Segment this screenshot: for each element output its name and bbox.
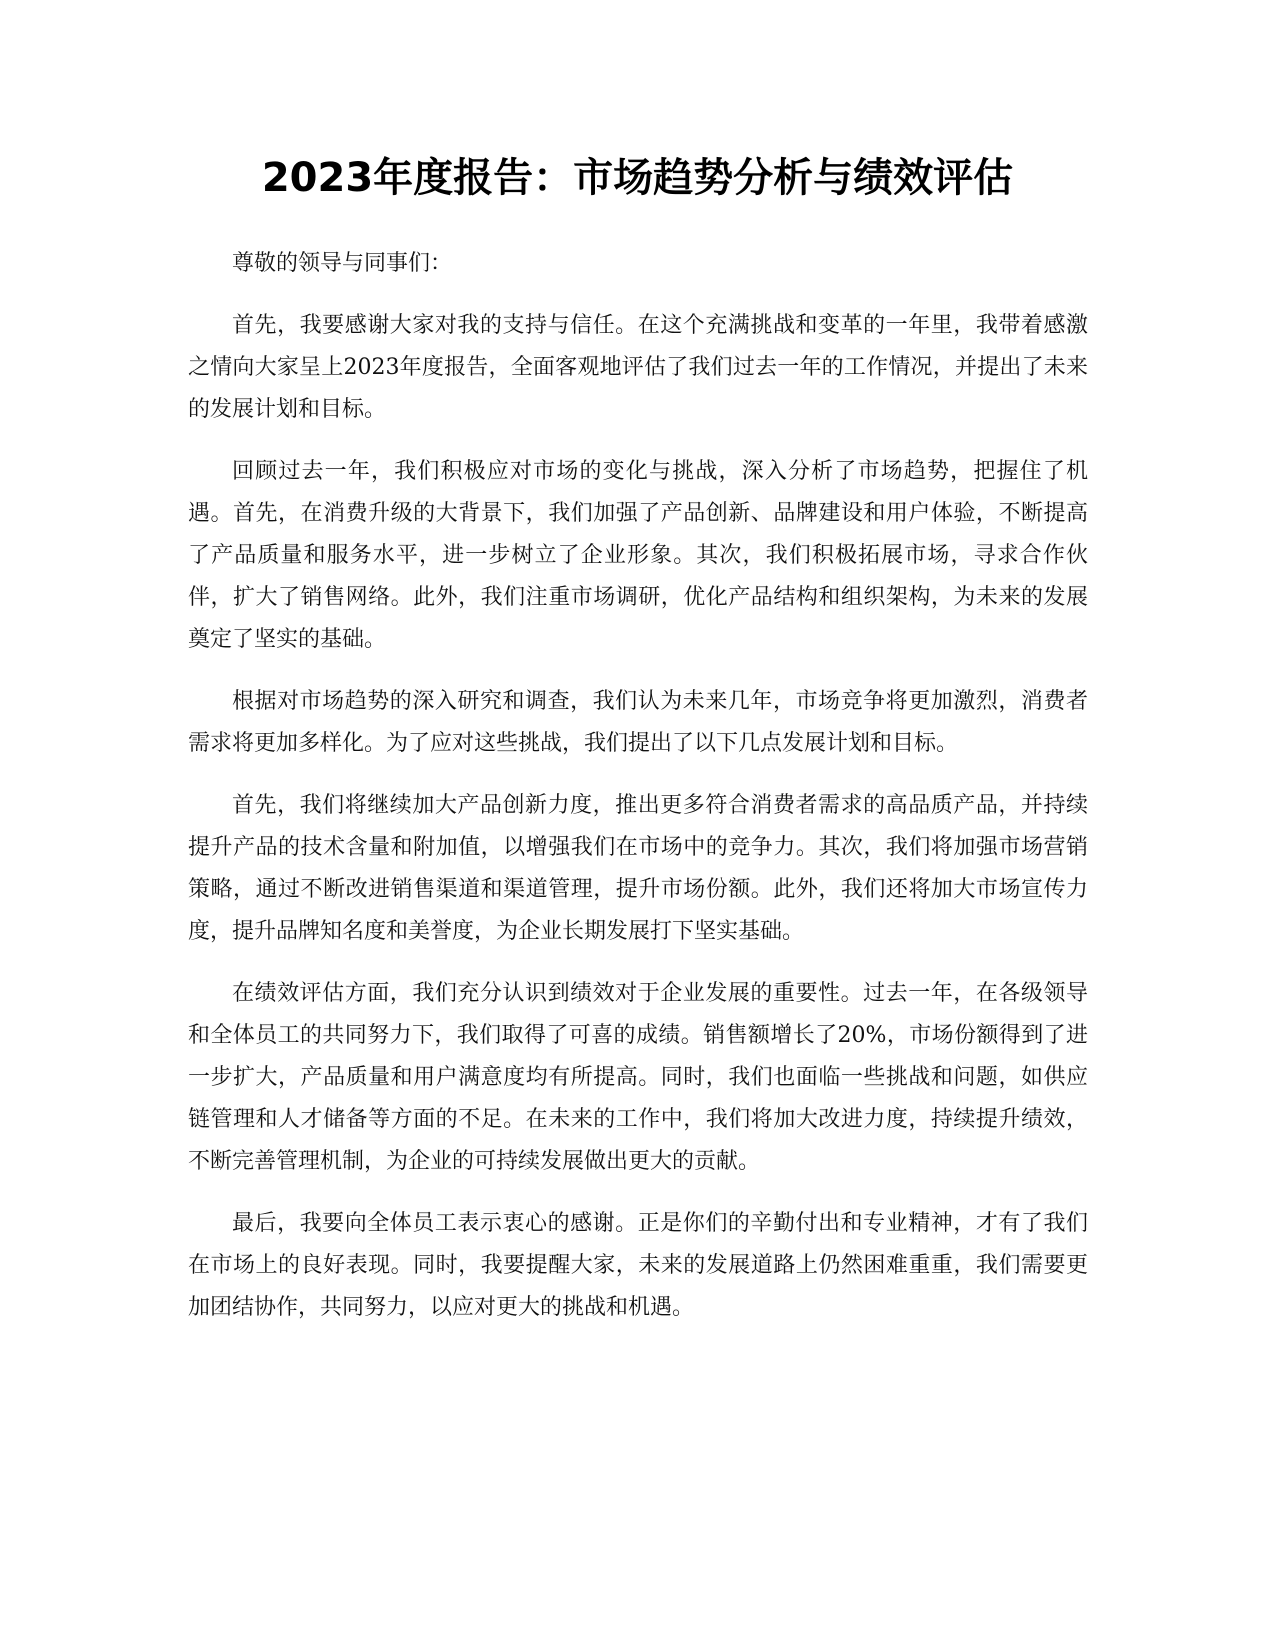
body-paragraph: 首先，我们将继续加大产品创新力度，推出更多符合消费者需求的高品质产品，并持续提升产品的技术含量和附加值，以增强我们在市场中的竞争力。其次，我们将加强市场营销策略，通过不断改进销售渠道和渠道管理，提升市场份额。此外，我们还将加大市场宣传力度，提升品牌知名度和美誉度，为企业长期发展打下坚实基础。	[188, 793, 1088, 944]
document-title: 2023年度报告：市场趋势分析与绩效评估	[261, 155, 1014, 201]
body-paragraph: 回顾过去一年，我们积极应对市场的变化与挑战，深入分析了市场趋势，把握住了机遇。首先，在消费升级的大背景下，我们加强了产品创新、品牌建设和用户体验，不断提高了产品质量和服务水平，进一步树立了企业形象。其次，我们积极拓展市场，寻求合作伙伴，扩大了销售网络。此外，我们注重市场调研，优化产品结构和组织架构，为未来的发展奠定了坚实的基础。	[188, 459, 1088, 652]
document-body	[188, 243, 1088, 1349]
body-paragraph: 首先，我要感谢大家对我的支持与信任。在这个充满挑战和变革的一年里，我带着感激之情向大家呈上2023年度报告，全面客观地评估了我们过去一年的工作情况，并提出了未来的发展计划和目标。	[188, 313, 1088, 422]
body-paragraph: 在绩效评估方面，我们充分认识到绩效对于企业发展的重要性。过去一年，在各级领导和全体员工的共同努力下，我们取得了可喜的成绩。销售额增长了20%，市场份额得到了进一步扩大，产品质量和用户满意度均有所提高。同时，我们也面临一些挑战和问题，如供应链管理和人才储备等方面的不足。在未来的工作中，我们将加大改进力度，持续提升绩效，不断完善管理机制，为企业的可持续发展做出更大的贡献。	[188, 981, 1088, 1174]
body-paragraph: 根据对市场趋势的深入研究和调查，我们认为未来几年，市场竞争将更加激烈，消费者需求将更加多样化。为了应对这些挑战，我们提出了以下几点发展计划和目标。	[188, 689, 1088, 756]
closing-paragraph: 最后，我要向全体员工表示衷心的感谢。正是你们的辛勤付出和专业精神，才有了我们在市场上的良好表现。同时，我要提醒大家，未来的发展道路上仍然困难重重，我们需要更加团结协作，共同努力，以应对更大的挑战和机遇。	[188, 1211, 1088, 1320]
salutation-paragraph: 尊敬的领导与同事们：	[232, 251, 453, 276]
